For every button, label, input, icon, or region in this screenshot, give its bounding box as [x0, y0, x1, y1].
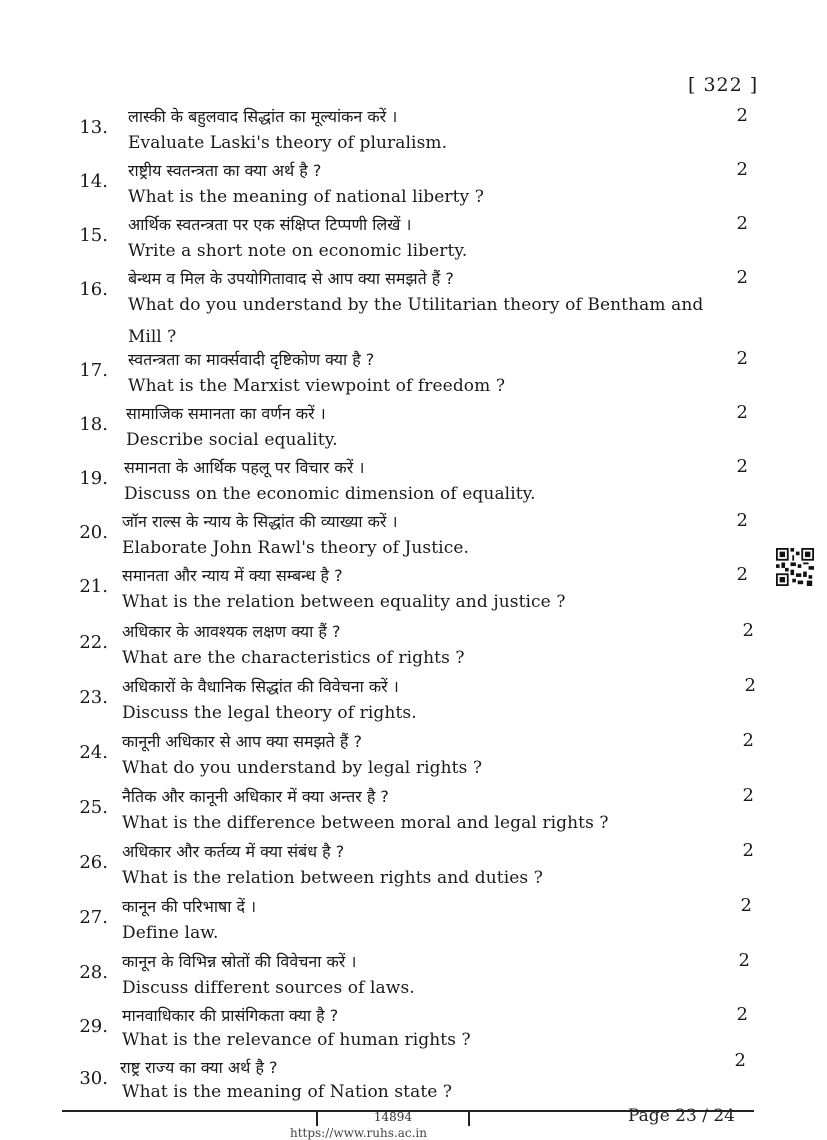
question-marks: 2 [736, 105, 748, 126]
question-item [0, 402, 760, 456]
question-number: 15. [79, 225, 108, 246]
question-item [0, 785, 760, 839]
question-marks: 2 [742, 730, 754, 751]
question-number: 13. [79, 117, 108, 138]
question-number: 22. [79, 632, 108, 653]
question-english: Elaborate John Rawl's theory of Justice. [122, 538, 470, 558]
question-number: 26. [79, 852, 108, 873]
question-hindi: नैतिक और कानूनी अधिकार में क्या अन्तर है ? [122, 787, 389, 806]
question-marks: 2 [738, 950, 750, 971]
question-english: What are the characteristics of rights ? [122, 648, 465, 668]
question-marks: 2 [736, 510, 748, 531]
question-item [0, 456, 760, 510]
question-marks: 2 [736, 564, 748, 585]
question-number: 14. [79, 171, 108, 192]
question-english: What do you understand by legal rights ? [122, 758, 483, 778]
question-hindi: अधिकारों के वैधानिक सिद्धांत की विवेचना करें । [122, 677, 399, 696]
question-hindi: लास्की के बहुलवाद सिद्धांत का मूल्यांकन करें । [128, 107, 398, 126]
question-hindi: कानूनी अधिकार से आप क्या समझते हैं ? [122, 732, 362, 751]
question-item [0, 1004, 760, 1058]
question-item [0, 348, 760, 402]
question-number: 28. [79, 962, 108, 983]
question-number: 27. [79, 907, 108, 928]
question-hindi: समानता के आर्थिक पहलू पर विचार करें । [124, 458, 365, 477]
question-item [0, 675, 760, 729]
question-hindi: राष्ट्र राज्य का क्या अर्थ है ? [120, 1058, 278, 1077]
question-item [0, 620, 760, 674]
question-english: Describe social equality. [126, 430, 338, 450]
question-hindi: मानवाधिकार की प्रासंगिकता क्या है ? [122, 1006, 339, 1025]
question-marks: 2 [736, 348, 748, 369]
question-number: 25. [79, 797, 108, 818]
question-number: 23. [79, 687, 108, 708]
question-number: 20. [79, 522, 108, 543]
question-item [0, 564, 760, 618]
question-marks: 2 [742, 840, 754, 861]
question-hindi: अधिकार के आवश्यक लक्षण क्या हैं ? [122, 622, 341, 641]
question-english: What is the Marxist viewpoint of freedom ? [128, 376, 506, 396]
page-number: Page 23 / 24 [628, 1106, 735, 1126]
question-marks: 2 [736, 456, 748, 477]
question-english: What is the relation between equality and justice ? [122, 592, 566, 612]
question-english: What do you understand by the Utilitarian theory of Bentham and [128, 295, 704, 315]
question-number: 21. [79, 576, 108, 597]
question-english-continued: Mill ? [128, 327, 177, 347]
question-hindi: सामाजिक समानता का वर्णन करें । [126, 404, 326, 423]
question-english: Discuss different sources of laws. [122, 978, 415, 998]
question-marks: 2 [736, 159, 748, 180]
question-english: Define law. [122, 923, 219, 943]
question-marks: 2 [736, 213, 748, 234]
question-english: What is the difference between moral and legal rights ? [122, 813, 609, 833]
footer-code: 14894 [316, 1110, 470, 1126]
question-number: 19. [79, 468, 108, 489]
question-hindi: आर्थिक स्वतन्त्रता पर एक संक्षिप्त टिप्पणी लिखें । [128, 215, 412, 234]
question-item [0, 213, 760, 267]
question-number: 24. [79, 742, 108, 763]
question-number: 30. [79, 1068, 108, 1089]
question-marks: 2 [740, 895, 752, 916]
question-hindi: कानून की परिभाषा दें । [122, 897, 257, 916]
question-item [0, 1050, 760, 1110]
question-english: Discuss on the economic dimension of equality. [124, 484, 536, 504]
question-item [0, 105, 760, 159]
question-item [0, 895, 760, 949]
question-item [0, 267, 760, 347]
question-english: Evaluate Laski's theory of pluralism. [128, 133, 448, 153]
question-hindi: जॉन राल्स के न्याय के सिद्धांत की व्याख्या करें । [122, 512, 398, 531]
question-item [0, 510, 760, 564]
question-item [0, 840, 760, 894]
question-item [0, 730, 760, 784]
question-number: 16. [79, 279, 108, 300]
question-number: 17. [79, 360, 108, 381]
question-hindi: अधिकार और कर्तव्य में क्या संबंध है ? [122, 842, 345, 861]
question-english: What is the relation between rights and duties ? [122, 868, 543, 888]
question-english: What is the meaning of Nation state ? [122, 1082, 453, 1102]
question-marks: 2 [736, 267, 748, 288]
question-english: What is the relevance of human rights ? [122, 1030, 471, 1050]
question-marks: 2 [734, 1050, 746, 1071]
question-number: 29. [79, 1016, 108, 1037]
question-marks: 2 [742, 785, 754, 806]
question-hindi: बेन्थम व मिल के उपयोगितावाद से आप क्या समझते हैं ? [128, 269, 454, 288]
question-english: Discuss the legal theory of rights. [122, 703, 417, 723]
question-marks: 2 [742, 620, 754, 641]
question-item [0, 159, 760, 213]
footer-url: https://www.ruhs.ac.in [290, 1126, 427, 1140]
question-marks: 2 [736, 402, 748, 423]
question-hindi: समानता और न्याय में क्या सम्बन्ध है ? [122, 566, 343, 585]
question-english: What is the meaning of national liberty ? [128, 187, 484, 207]
qr-code-icon [776, 548, 814, 586]
question-hindi: स्वतन्त्रता का मार्क्सवादी दृष्टिकोण क्या है ? [128, 350, 375, 369]
question-marks: 2 [736, 1004, 748, 1025]
question-hindi: कानून के विभिन्न स्रोतों की विवेचना करें । [122, 952, 357, 971]
question-hindi: राष्ट्रीय स्वतन्त्रता का क्या अर्थ है ? [128, 161, 322, 180]
question-english: Write a short note on economic liberty. [128, 241, 468, 261]
question-marks: 2 [744, 675, 756, 696]
question-item [0, 950, 760, 1004]
question-number: 18. [79, 414, 108, 435]
page-code: [ 322 ] [688, 74, 759, 96]
